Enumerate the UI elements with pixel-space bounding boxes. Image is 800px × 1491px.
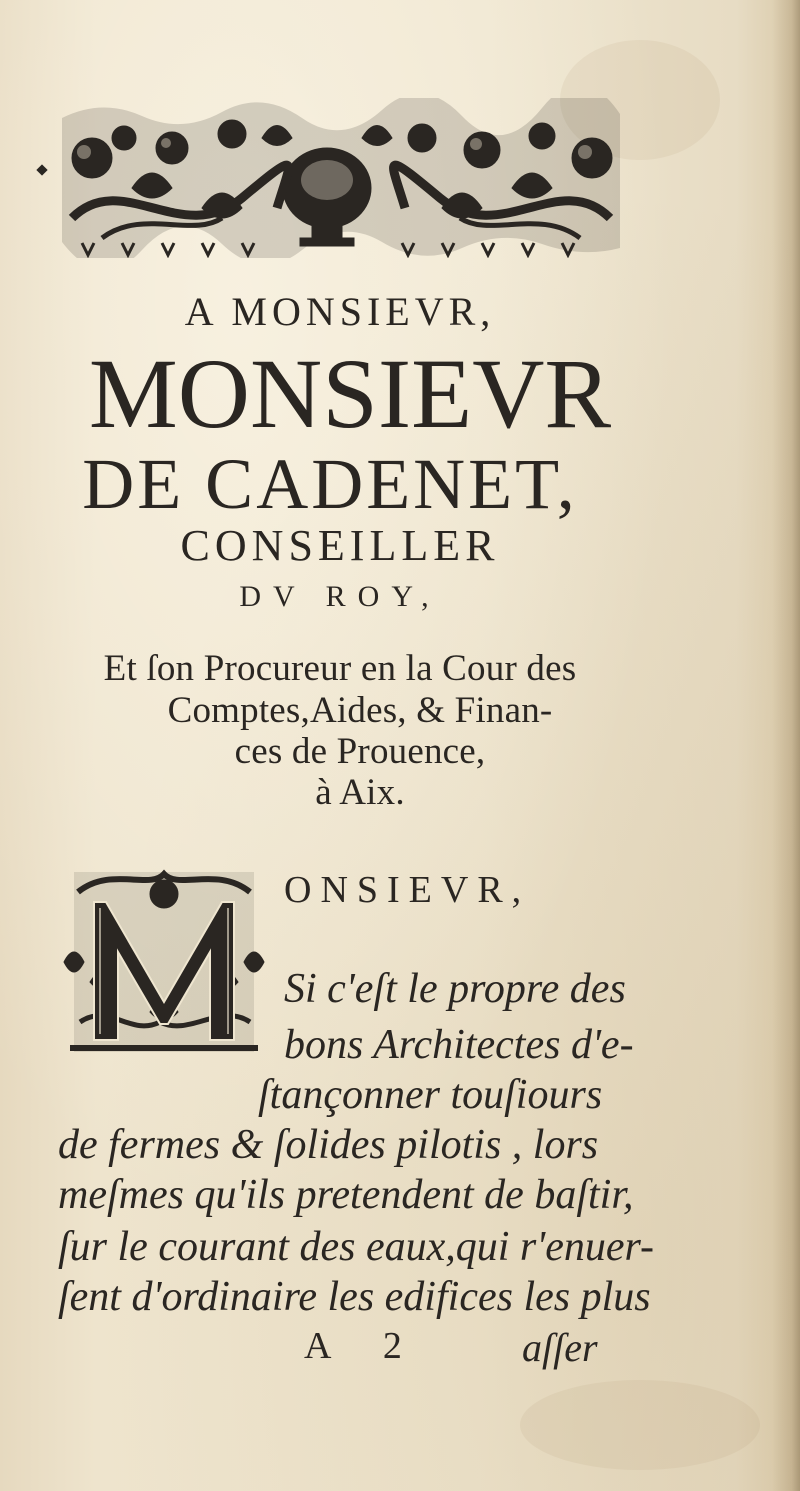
catchword: aſſer [522, 1325, 598, 1370]
recipient-name: DE CADENET, [82, 444, 578, 524]
floral-ornament-icon [62, 98, 620, 258]
letter-text-line: bons Architectes d'e- [284, 1022, 634, 1068]
margin-mark-icon [36, 164, 47, 175]
page-edge-shadow [772, 0, 800, 1491]
recipient-office-king: DV ROY, [239, 580, 441, 613]
letter-text-line: ſent d'ordinaire les edifices les plus [58, 1274, 651, 1320]
salutation: ONSIEVR, [284, 869, 531, 911]
recipient-office: CONSEILLER [180, 521, 500, 570]
signature-mark: A 2 [304, 1325, 424, 1367]
letter-text-line: meſmes qu'ils pretendent de baſtir, [58, 1172, 634, 1218]
dedication-line: A MONSIEVR, [184, 289, 496, 334]
recipient-name-title: MONSIEVR [88, 338, 612, 449]
letter-text-line: ſtançonner touſiours [258, 1072, 603, 1118]
ornamental-initial-m-icon [60, 862, 268, 1067]
address-line: Et ſon Procureur en la Cour des [103, 648, 577, 689]
address-line: à Aix. [315, 772, 405, 813]
letter-text-line: Si c'eſt le propre des [284, 966, 626, 1012]
letter-text-line: ſur le courant des eaux,qui r'enuer- [58, 1224, 655, 1270]
paper-stain [520, 1380, 760, 1470]
address-line: ces de Prouence, [234, 731, 486, 772]
address-line: Comptes,Aides, & Finan- [167, 690, 553, 731]
letter-text-line: de fermes & ſolides pilotis , lors [58, 1122, 599, 1168]
